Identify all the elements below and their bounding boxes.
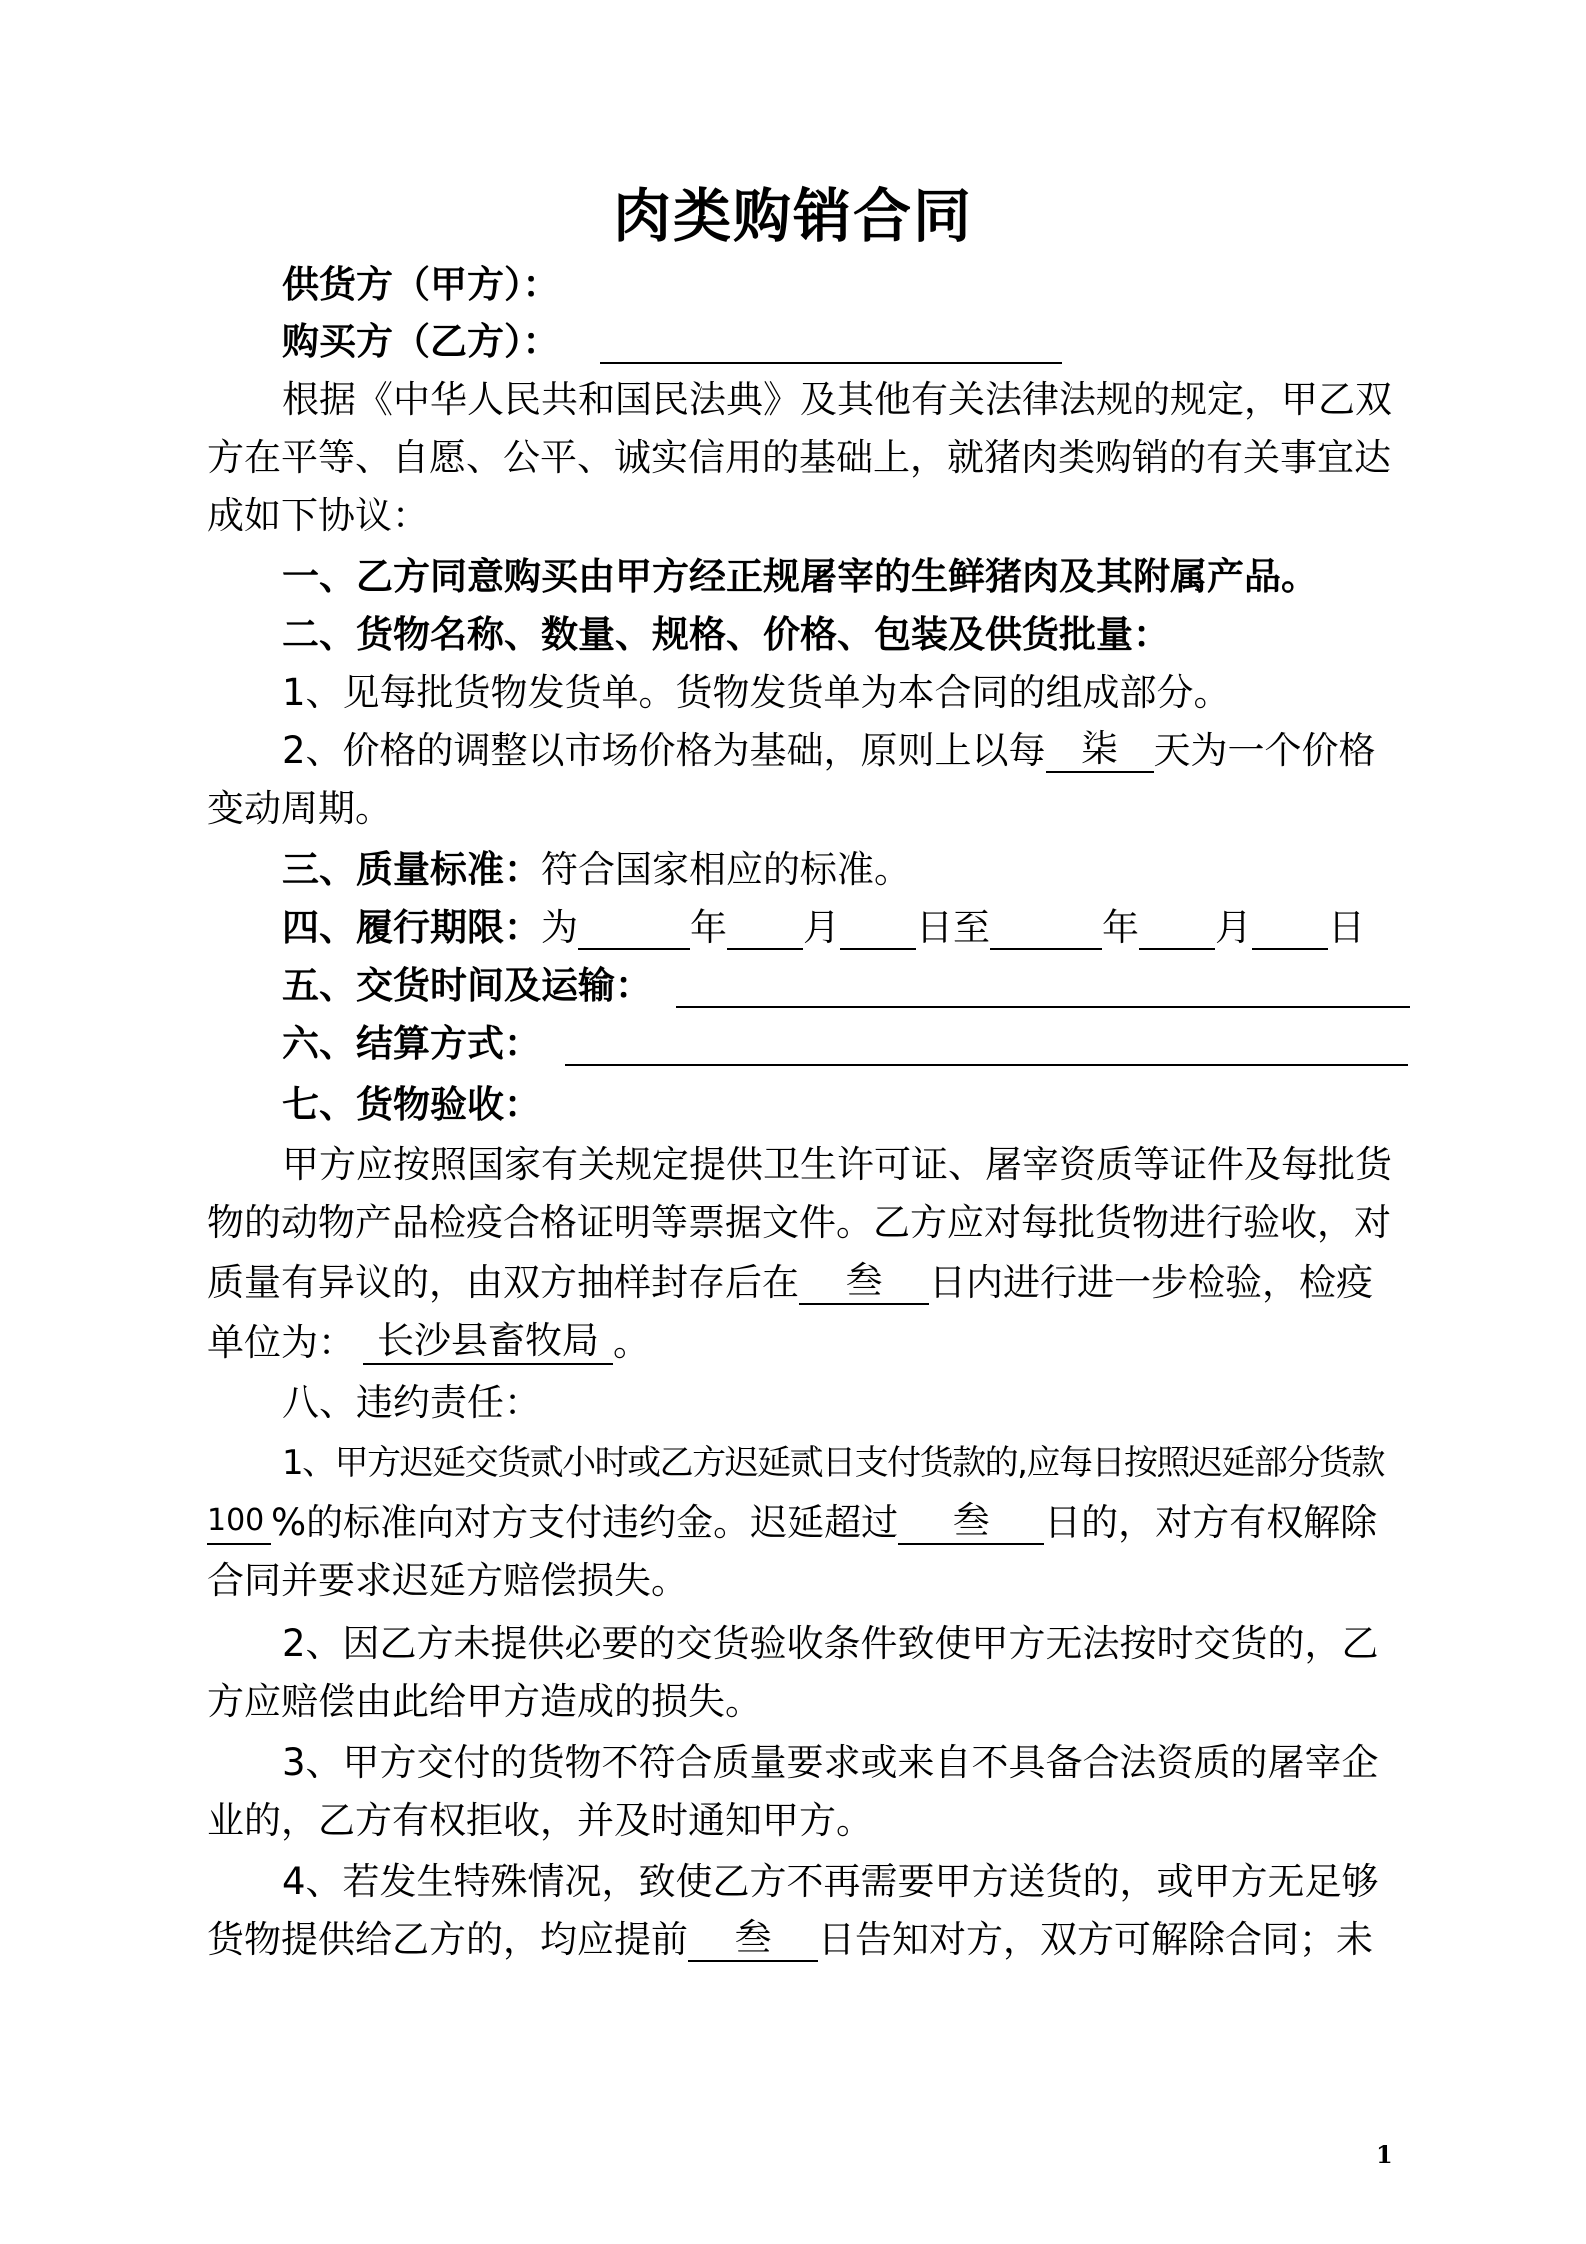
clause-8-item-2-line-2: 方应赔偿由此给甲方造成的损失。 <box>207 1680 762 1723</box>
penalty-rate: 100 <box>207 1493 271 1545</box>
buyer-label: 购买方（乙方）： <box>282 320 560 363</box>
delivery-blank <box>676 956 1410 1008</box>
clause-4 <box>282 898 1365 958</box>
clause-7-line-2: 物的动物产品检疫合格证明等票据文件。乙方应对每批货物进行验收，对 <box>207 1201 1391 1244</box>
intro-line-2: 方在平等、自愿、公平、诚实信用的基础上，就猪肉类购销的有关事宜达 <box>207 436 1391 479</box>
clause-7-heading: 七、货物验收： <box>282 1083 541 1126</box>
clause-7-line-3-suffix: 日内进行进一步检验，检疫 <box>929 1261 1373 1304</box>
clause-8-item-1-mid: %的标准向对方支付违约金。迟延超过 <box>271 1501 899 1544</box>
clause-4-yue-1: 月 <box>803 906 840 949</box>
clause-8-heading: 八、违约责任： <box>282 1381 541 1424</box>
clause-4-heading: 四、履行期限： <box>282 906 541 949</box>
clause-8-item-3-line-1: 3、甲方交付的货物不符合质量要求或来自不具备合法资质的屠宰企 <box>282 1741 1379 1784</box>
clause-8-item-1-line-1: 1、甲方迟延交货贰小时或乙方迟延贰日支付货款的,应每日按照迟延部分货款 <box>282 1443 1384 1483</box>
settlement-blank <box>565 1014 1408 1066</box>
clause-4-yue-2: 月 <box>1215 906 1252 949</box>
end-year-blank <box>990 898 1102 950</box>
intro-line-3: 成如下协议： <box>207 494 429 537</box>
clause-8-item-4-prefix: 货物提供给乙方的，均应提前 <box>207 1918 688 1961</box>
clause-2-item-1: 1、见每批货物发货单。货物发货单为本合同的组成部分。 <box>282 671 1231 714</box>
clause-7-line-1: 甲方应按照国家有关规定提供卫生许可证、屠宰资质等证件及每批货 <box>282 1143 1392 1186</box>
clause-7-line-4-prefix: 单位为： <box>207 1321 355 1364</box>
start-day-blank <box>840 898 916 950</box>
page-number: 1 <box>1376 2140 1393 2169</box>
clause-4-nian-1: 年 <box>690 906 727 949</box>
start-year-blank <box>578 898 690 950</box>
clause-8-item-2-line-1: 2、因乙方未提供必要的交货验收条件致使甲方无法按时交货的，乙 <box>282 1622 1379 1665</box>
inspection-days: 叁 <box>799 1253 929 1305</box>
clause-3-text: 符合国家相应的标准。 <box>541 848 911 891</box>
delay-days: 叁 <box>898 1493 1044 1545</box>
clause-5-heading: 五、交货时间及运输： <box>282 964 652 1007</box>
clause-2-item-2-cont: 变动周期。 <box>207 787 392 830</box>
clause-8-item-4-suffix: 日告知对方，双方可解除合同；未 <box>818 1918 1373 1961</box>
buyer-blank <box>600 312 1062 364</box>
document-title: 肉类购销合同 <box>612 182 973 250</box>
clause-4-nian-2: 年 <box>1102 906 1139 949</box>
clause-8-item-1-suffix: 日的，对方有权解除 <box>1044 1501 1378 1544</box>
clause-4-ri-zhi: 日至 <box>916 906 990 949</box>
end-day-blank <box>1252 898 1328 950</box>
clause-3 <box>282 840 911 900</box>
clause-3-heading: 三、质量标准： <box>282 848 541 891</box>
clause-8-item-4-line-2 <box>207 1910 1373 1970</box>
clause-7-line-4-suffix: 。 <box>613 1321 650 1364</box>
clause-7-line-4 <box>207 1313 650 1373</box>
intro-line-1: 根据《中华人民共和国民法典》及其他有关法律法规的规定，甲乙双 <box>282 378 1392 421</box>
clause-2-item-2 <box>282 721 1376 781</box>
start-month-blank <box>727 898 803 950</box>
clause-7-line-3-prefix: 质量有异议的，由双方抽样封存后在 <box>207 1261 799 1304</box>
price-cycle-days: 柒 <box>1046 721 1154 773</box>
clause-2-heading: 二、货物名称、数量、规格、价格、包装及供货批量： <box>282 613 1170 656</box>
inspection-agency: 长沙县畜牧局 <box>363 1313 613 1365</box>
clause-7-line-3 <box>207 1253 1373 1313</box>
clause-5 <box>282 956 1410 1016</box>
clause-8-item-3-line-2: 业的，乙方有权拒收，并及时通知甲方。 <box>207 1799 873 1842</box>
clause-8-item-4-line-1: 4、若发生特殊情况，致使乙方不再需要甲方送货的，或甲方无足够 <box>282 1860 1379 1903</box>
notice-days: 叁 <box>688 1910 818 1962</box>
clause-4-ri: 日 <box>1328 906 1365 949</box>
clause-8-item-1-line-2 <box>207 1493 1377 1553</box>
clause-2-2-prefix: 2、价格的调整以市场价格为基础，原则上以每 <box>282 729 1046 772</box>
end-month-blank <box>1139 898 1215 950</box>
clause-2-2-suffix: 天为一个价格 <box>1153 729 1376 772</box>
clause-8-item-1-line-3: 合同并要求迟延方赔偿损失。 <box>207 1559 688 1602</box>
clause-6-heading: 六、结算方式： <box>282 1022 541 1065</box>
buyer-line <box>282 312 1062 372</box>
clause-4-wei: 为 <box>541 906 578 949</box>
clause-6 <box>282 1014 1408 1074</box>
clause-1: 一、乙方同意购买由甲方经正规屠宰的生鲜猪肉及其附属产品。 <box>282 555 1318 598</box>
supplier-line <box>282 255 560 315</box>
supplier-label: 供货方（甲方）： <box>282 263 560 306</box>
